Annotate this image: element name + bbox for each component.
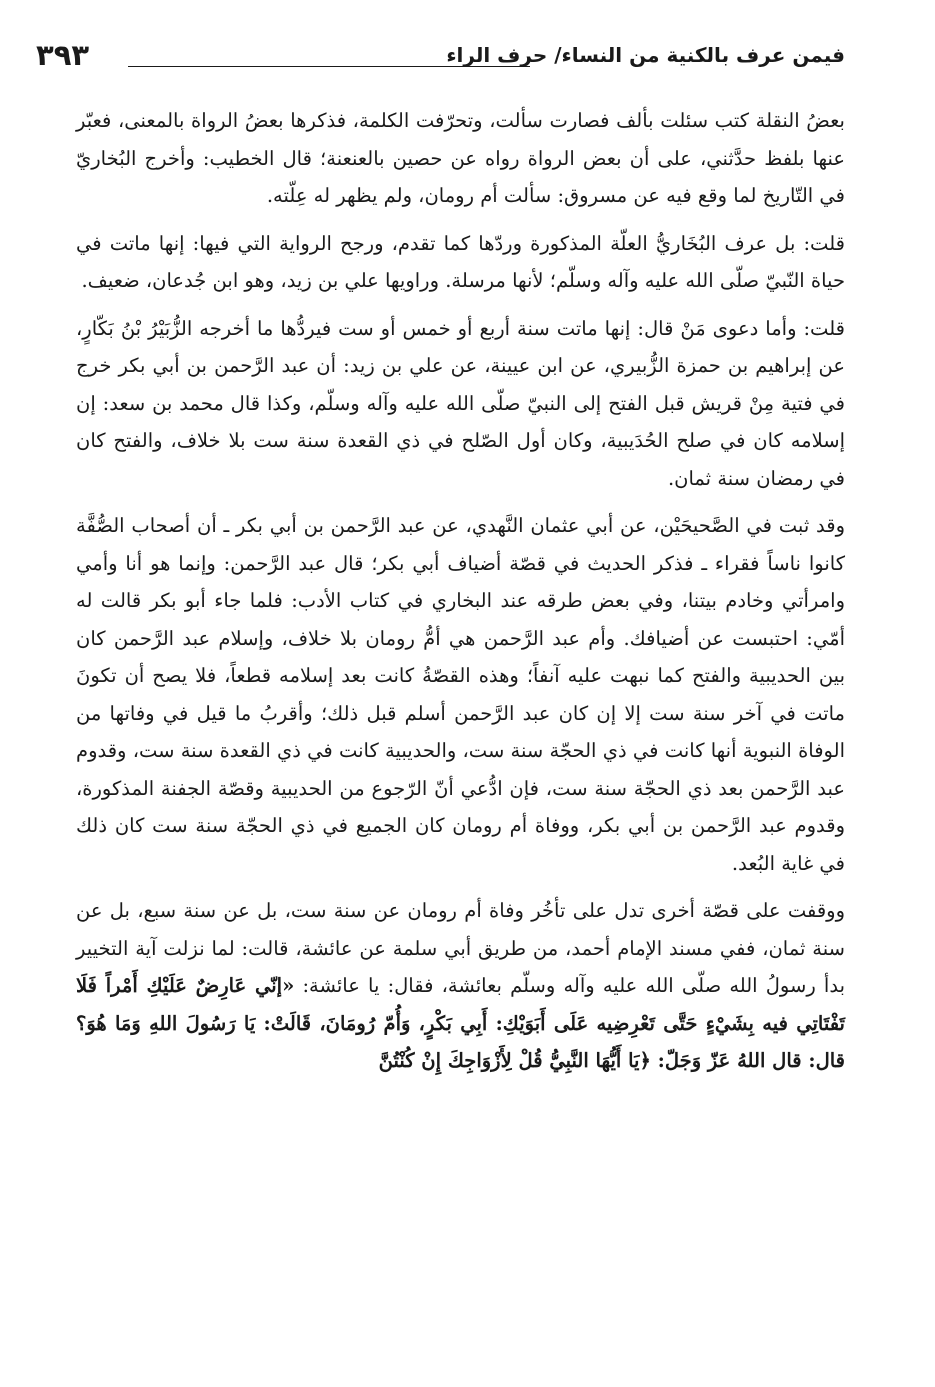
paragraph-text: ووقفت على قصّة أخرى تدل على تأخُر وفاة أم رومان عن سنة ست، بل عن سنة سبع، بل عن سنة ثمان، ففي مسند الإمام أحمد، من طريق أبي سلمة عن عائشة، قالت: لما نزلت آية التخيير بدأ رسولُ الله صلّى الله عليه وآله وسلّم بعائشة، فقال: يا عائشة: [76, 899, 845, 997]
body-text [76, 102, 845, 1080]
page-header [36, 38, 845, 78]
page-number: ٣٩٣ [36, 38, 90, 72]
paragraph [76, 892, 845, 1080]
paragraph: قلت: بل عرف البُخَاريُّ العلّة المذكورة وردّها كما تقدم، ورجح الرواية التي فيها: إنها ماتت في حياة النّبيّ صلّى الله عليه وآله وسلّم؛ لأنها مرسلة. وراويها علي بن زيد، وهو ابن جُدعان، ضعيف. [76, 231, 845, 292]
paragraph: وقد ثبت في الصَّحيحَيْن، عن أبي عثمان النَّهدي، عن عبد الرَّحمن بن أبي بكر ـ أن أصحاب الصُّفَّة كانوا ناساً فقراء ـ فذكر الحديث في قصّة أضياف أبي بكر؛ قال عبد الرَّحمن: وإنما هو أنا وأمي وامرأتي وخادم بيتنا، وفي بعض طرقه عند البخاري في كتاب الأدب: فلما جاء أبو بكر قالت له أمّي: احتبست عن أضيافك. وأم عبد الرَّحمن هي أمُّ رومان بلا خلاف، وإسلام عبد الرَّحمن كان بين الحديبية والفتح كما نبهت عليه آنفاً؛ وهذه القصّةُ كانت بعد إسلامه قطعاً، فلا يصح أن تكونَ ماتت في آخر سنة ست إلا إن كان عبد الرَّحمن أسلم قبل ذلك؛ وأقربُ ما قيل في وفاتها من الوفاة النبوية أنها كانت في ذي الحجّة سنة ست، والحديبية كانت في ذي القعدة سنة ست، وقدوم عبد الرَّحمن بعد ذي الحجّة سنة ست، فإن ادُّعي أنّ الرّجوع من الحديبية وقصّة الجفنة المذكورة، وقدوم عبد الرَّحمن بن أبي بكر، ووفاة أم رومان كان الجميع في ذي الحجّة سنة ست كان ذلك في غاية البُعد. [76, 514, 845, 875]
paragraph: بعضُ النقلة كتب سئلت بألف فصارت سألت، وتحرّفت الكلمة، فذكرها بعضُ الرواة بالمعنى، فعبّر عنها بلفظ حدَّثني، على أن بعض الرواة رواه عن حصين بالعنعنة؛ قال الخطيب: وأخرج البُخاريّ في التّاريخ لما وقع فيه عن مسروق: سألت أم رومان، ولم يظهر له عِلّته. [76, 109, 845, 207]
paragraph: قلت: وأما دعوى مَنْ قال: إنها ماتت سنة أربع أو خمس أو ست فيردُّها ما أخرجه الزُّبَيْرُ بْنُ بَكّارٍ، عن إبراهيم بن حمزة الزُّبيري، عن ابن عيينة، عن علي بن زيد: أن عبد الرَّحمن بن أبي بكر خرج في فتية مِنْ قريش قبل الفتح إلى النبيّ صلّى الله عليه وآله وسلّم، وكذا قال محمد بن سعد: إن إسلامه كان في صلح الحُدَيبية، وكان أول الصّلح في ذي القعدة سنة ست بلا خلاف، والفتح كان في رمضان سنة ثمان. [76, 316, 845, 490]
hadith-quote: «إنّي عَارِضٌ عَلَيْكِ أَمْراً فَلَا تَفْتَاتِي فيه بِشَيْءٍ حَتَّى تَعْرِضِيه عَلَى أَبَوَيْكِ: أَبِي بَكْرٍ، وَأُمّ رُومَانَ، قَالَتْ: يَا رَسُولَ اللهِ وَمَا هُوَ؟ قال: قال اللهُ عَزّ وَجَلّ: ﴿يَا أَيُّهَا النَّبِيُّ قُلْ لِأَزْوَاجِكَ إِنْ كُنْتُنَّ [76, 974, 845, 1072]
running-head: فيمن عرف بالكنية من النساء/ حرف الراء [446, 43, 845, 67]
